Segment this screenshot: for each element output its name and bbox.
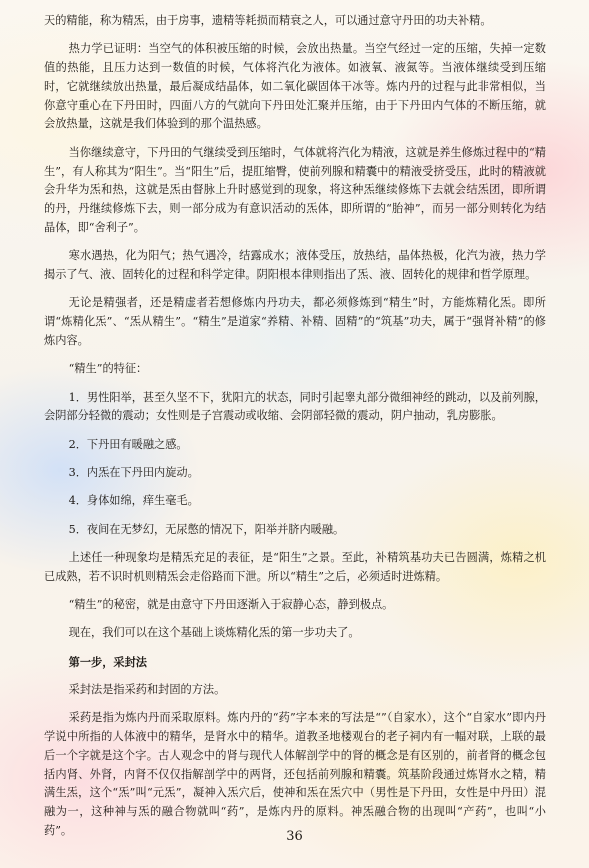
paragraph: 2．下丹田有暖融之感。 <box>68 437 188 451</box>
paragraph: “精生”的特征： <box>68 362 148 376</box>
document-body <box>44 12 546 850</box>
paragraph: 采药是指为炼内丹而采取原料。炼内丹的“药”字本来的写法是“”（自家水），这个“自家水”即内丹学说中所指的人体液中的精华，是肾水中的精华。道教圣地楼观台的老子祠内有一幅对联，上联的最后一个字就是这个字。古人观念中的肾与现代人体解剖学中的肾的概念是有区别的，前者肾的概念包括内肾、外肾，内肾不仅仅指解剖学中的两肾，还包括前列腺和精囊。筑基阶段通过炼肾水之精，精满生炁，这个“炁”叫“元炁”，凝神入炁穴后，使神和炁在炁穴中（男性是下丹田，女性是中丹田）混融为一，这种神与炁的融合物就叫“药”，是炼内丹的原料。神炁融合物的出现叫“产药”，也叫“小药”。 <box>44 711 546 837</box>
paragraph: 当你继续意守，下丹田的气继续受到压缩时，气体就将汽化为精液，这就是养生修炼过程中的“精生”，有人称其为“阳生”。当“阳生”后，提肛缩臀，使前列腺和精囊中的精液受挤受压，此时的精液就会升华为炁和热，这就是炁由督脉上升时感觉到的现象，将这种炁继续修炼下去就会结炁团，即所谓的丹，丹继续修炼下去，则一部分成为有意识活动的炁体，即所谓的“胎神”，而另一部分则转化为结晶体，即“舍利子”。 <box>44 145 546 234</box>
paragraph: “精生”的秘密，就是由意守下丹田逐渐入于寂静心态，静到极点。 <box>68 597 394 611</box>
section-heading: 第一步，采封法 <box>68 654 147 669</box>
paragraph: 天的精能，称为精炁，由于房事，遗精等耗损而精衰之人，可以通过意守丹田的功夫补精。 <box>44 14 492 27</box>
paragraph: 寒水遇热，化为阳气；热气遇冷，结露成水；液体受压，放热结，晶体热极，化汽为液，热力学揭示了气、液、固转化的过程和科学定律。阴阳根本律则指出了炁、液、固转化的规律和哲学原理。 <box>44 249 546 282</box>
paragraph: 4．身体如绵，痒生毫毛。 <box>68 494 199 508</box>
paragraph: 3．内炁在下丹田内旋动。 <box>68 465 199 479</box>
paragraph: 上述任一种现象均是精炁充足的表征，是“阳生”之景。至此，补精筑基功夫已告圆满，炼精之机已成熟，若不识时机则精炁会走俗路而下泄。所以“精生”之后，必须适时进炼精。 <box>44 550 546 583</box>
paragraph: 无论是精强者，还是精虚者若想修炼内丹功夫，都必须修炼到“精生”时，方能炼精化炁。即所谓“炼精化炁”、“炁从精生”。“精生”是道家“养精、补精、固精”的“筑基”功夫，属于“强肾补精”的修炼内容。 <box>44 296 546 347</box>
paragraph: 1．男性阳举，甚至久坚不下，犹阳亢的状态，同时引起睾丸部分微细神经的跳动，以及前列腺，会阴部分轻微的震动；女性则是子宫震动或收缩、会阴部轻微的震动，阴户抽动，乳房膨胀。 <box>44 390 546 423</box>
page-number: 36 <box>286 829 303 844</box>
paragraph: 现在，我们可以在这个基础上谈炼精化炁的第一步功夫了。 <box>68 626 360 640</box>
paragraph: 采封法是指采药和封固的方法。 <box>68 682 226 696</box>
paragraph: 5．夜间在无梦幻，无尿憋的情况下，阳举并脐内暖融。 <box>68 522 345 536</box>
paragraph: 热力学已证明：当空气的体积被压缩的时候，会放出热量。当空气经过一定的压缩，失掉一定数值的热能，且压力达到一数值的时候，气体将汽化为液体。如液氧、液氮等。当液体继续受到压缩时，它就继续放出热量，最后凝成结晶体，如二氧化碳固体干冰等。炼内丹的过程与此非常相似，当你意守重心在下丹田时，四面八方的气就向下丹田处汇聚并压缩，由于下丹田内气体的不断压缩，就会放热量，这就是我们体验到的那个温热感。 <box>44 42 546 131</box>
